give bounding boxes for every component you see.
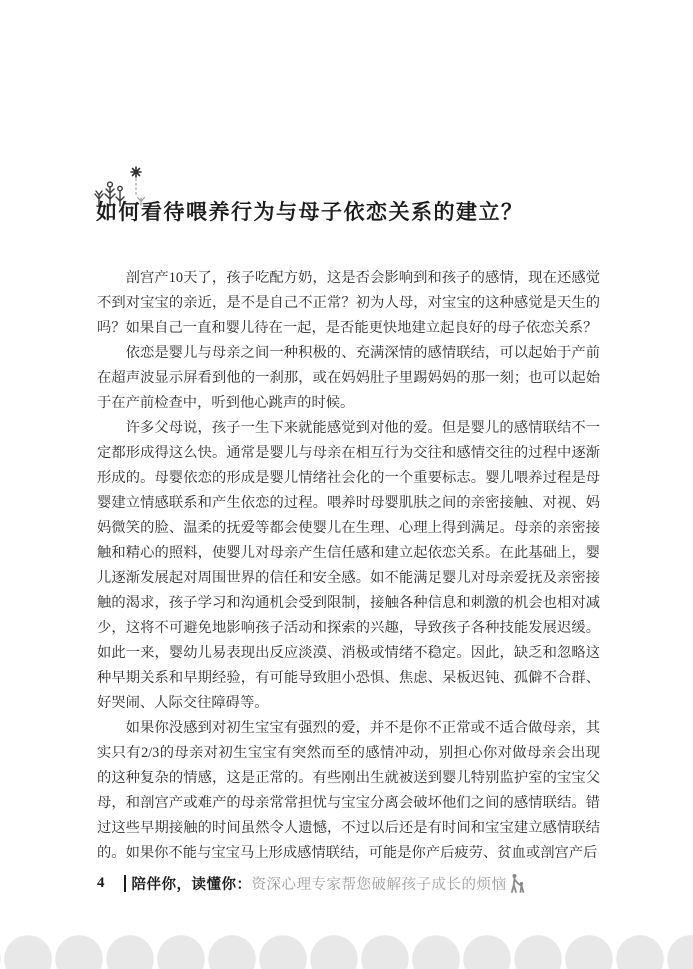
body-text	[97, 266, 600, 866]
page-footer	[97, 873, 600, 894]
paragraph-1: 剖宫产10天了，孩子吃配方奶，这是否会影响到和孩子的感情，现在还感觉不到对宝宝的亲近，是不是自己不正常？初为人母，对宝宝的这种感觉是天生的吗？如果自己一直和婴儿待在一起，是否能更快地建立起良好的母子依恋关系？	[97, 270, 600, 336]
paragraph-3: 许多父母说，孩子一生下来就能感觉到对他的爱。但是婴儿的感情联结不一定都形成得这么快。通常是婴儿与母亲在相互行为交往和感情交往的过程中逐渐形成的。母婴依恋的形成是婴儿情绪社会化的一个重要标志。婴儿喂养过程是母婴建立情感联系和产生依恋的过程。喂养时母婴肌肤之间的亲密接触、对视、妈妈微笑的脸、温柔的抚爱等都会使婴儿在生理、心理上得到满足。母亲的亲密接触和精心的照料，使婴儿对母亲产生信任感和建立起依恋关系。在此基础上，婴儿逐渐发展起对周围世界的信任和安全感。如不能满足婴儿对母亲爱抚及亲密接触的渴求，孩子学习和沟通机会受到限制，接触各种信息和刺激的机会也相对减少，这将不可避免地影响孩子活动和探索的兴趣，导致孩子各种技能发展迟缓。如此一来，婴幼儿易表现出反应淡漠、消极或情绪不稳定。因此，缺乏和忽略这种早期关系和早期经验，有可能导致胆小恐惧、焦虑、呆板迟钝、孤僻不合群、好哭闹、人际交往障碍等。	[97, 420, 600, 711]
book-title: 陪伴你，读懂你：	[131, 877, 252, 893]
page-number: 4	[97, 875, 105, 891]
paragraph-4: 如果你没感到对初生宝宝有强烈的爱，并不是你不正常或不适合做母亲，其实只有2/3的母亲对初生宝宝有突然而至的感情冲动，别担心你对做母亲会出现的这种复杂的情感，这是正常的。有些刚出生就被送到婴儿特别监护室的宝宝父母，和剖宫产或难产的母亲常常担忧与宝宝分离会破坏他们之间的感情联结。错过这些早期接触的时间虽然令人遗憾，不过以后还是有时间和宝宝建立感情联结的。如果你不能与宝宝马上形成感情联结，可能是你产后疲劳、贫血或剖宫产后	[97, 720, 600, 861]
book-subtitle: 资深心理专家帮您破解孩子成长的烦恼	[251, 877, 507, 893]
scallop-border-decoration	[0, 933, 693, 969]
page-title: 如何看待喂养行为与母子依恋关系的建立？	[96, 200, 524, 224]
parent-child-icon	[509, 873, 526, 894]
footer-divider	[124, 875, 126, 892]
paragraph-2: 依恋是婴儿与母亲之间一种积极的、充满深情的感情联结，可以起始于产前在超声波显示屏看到他的一刹那，或在妈妈肚子里踢妈妈的那一刻；也可以起始于在产前检查中，听到他心跳声的时候。	[97, 345, 600, 411]
